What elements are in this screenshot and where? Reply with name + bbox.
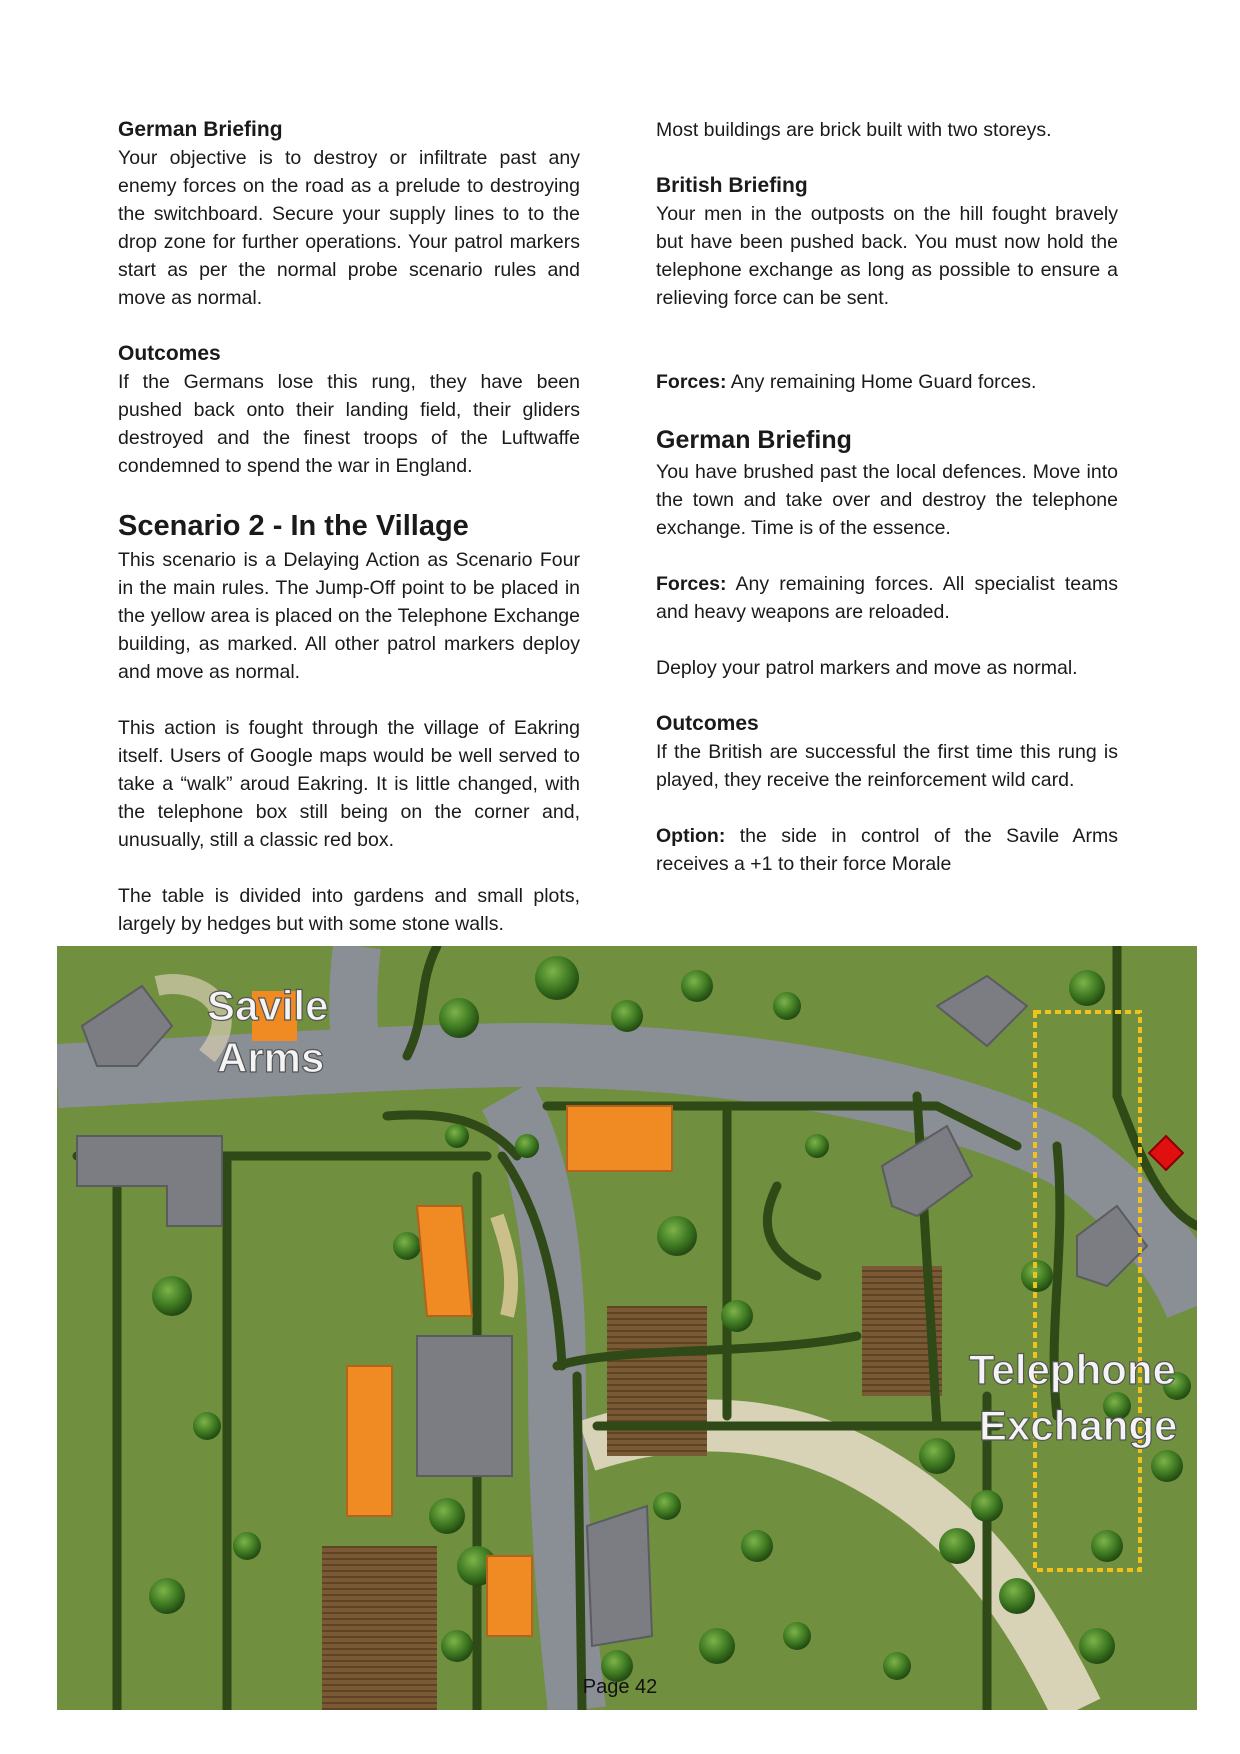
buildings-text: Most buildings are brick built with two storeys. <box>656 119 1052 141</box>
german-forces-label: Forces: <box>656 573 727 595</box>
german-briefing-2-text: You have brushed past the local defences. Move into the town and take over and destroy the telephone exchange. Time is of the essence. <box>656 461 1118 539</box>
german-forces <box>656 570 1118 626</box>
german-briefing-text: Your objective is to destroy or infiltrate past any enemy forces on the road as a prelude to destroying the switchboard. Secure your supply lines to to the drop zone for further operations. Your patrol markers start as per the normal probe scenario rules and move as normal. <box>118 147 580 309</box>
right-column <box>656 116 1118 906</box>
scenario-paragraph-3: The table is divided into gardens and small plots, largely by hedges but with some stone walls. <box>118 885 580 935</box>
scenario-heading: Scenario 2 - In the Village <box>118 510 469 542</box>
outcomes-text: If the Germans lose this rung, they have been pushed back onto their landing field, their gliders destroyed and the finest troops of the Luftwaffe condemned to spend the war in England. <box>118 371 580 477</box>
outcomes-2-heading: Outcomes <box>656 712 759 735</box>
village-map-svg <box>57 946 1197 1710</box>
german-briefing-2-heading: German Briefing <box>656 426 852 454</box>
savile-arms-label-2: Arms <box>217 1034 325 1081</box>
left-column <box>118 116 580 966</box>
british-forces-label: Forces: <box>656 371 727 393</box>
scenario-paragraph-1: This scenario is a Delaying Action as Scenario Four in the main rules. The Jump-Off point to be placed in the yellow area is placed on the Telephone Exchange building, as marked. All other patrol markers deploy and move as normal. <box>118 549 580 683</box>
side-road-north <box>353 946 357 1056</box>
british-forces-text: Any remaining Home Guard forces. <box>726 371 1037 393</box>
british-briefing-text: Your men in the outposts on the hill fought bravely but have been pushed back. You must now hold the telephone exchange as long as possible to ensure a relieving force can be sent. <box>656 203 1118 309</box>
telephone-exchange-label-2: Exchange <box>979 1402 1178 1449</box>
scenario-paragraph-2: This action is fought through the village of Eakring itself. Users of Google maps would be well served to take a “walk” aroud Eakring. It is little changed, with the telephone box still being on the corner and, unusually, still a classic red box. <box>118 717 580 851</box>
ploughed-field-1 <box>607 1306 707 1456</box>
option-label: Option: <box>656 825 726 847</box>
option-text <box>656 822 1118 878</box>
savile-arms-label-1: Savile <box>207 982 329 1029</box>
british-briefing-heading: British Briefing <box>656 174 808 197</box>
telephone-exchange-label-1: Telephone <box>969 1346 1176 1393</box>
british-forces <box>656 368 1118 396</box>
german-forces-text: Any remaining forces. All specialist teams and heavy weapons are reloaded. <box>656 573 1118 623</box>
deploy-text: Deploy your patrol markers and move as normal. <box>656 657 1078 679</box>
german-briefing-heading: German Briefing <box>118 118 283 141</box>
option-body: the side in control of the Savile Arms receives a +1 to their force Morale <box>656 825 1118 875</box>
page-number: Page 42 <box>582 1676 658 1698</box>
outcomes-2-text: If the British are successful the first time this rung is played, they receive the reinforcement wild card. <box>656 741 1118 791</box>
outcomes-heading: Outcomes <box>118 342 221 365</box>
village-map <box>57 946 1197 1710</box>
